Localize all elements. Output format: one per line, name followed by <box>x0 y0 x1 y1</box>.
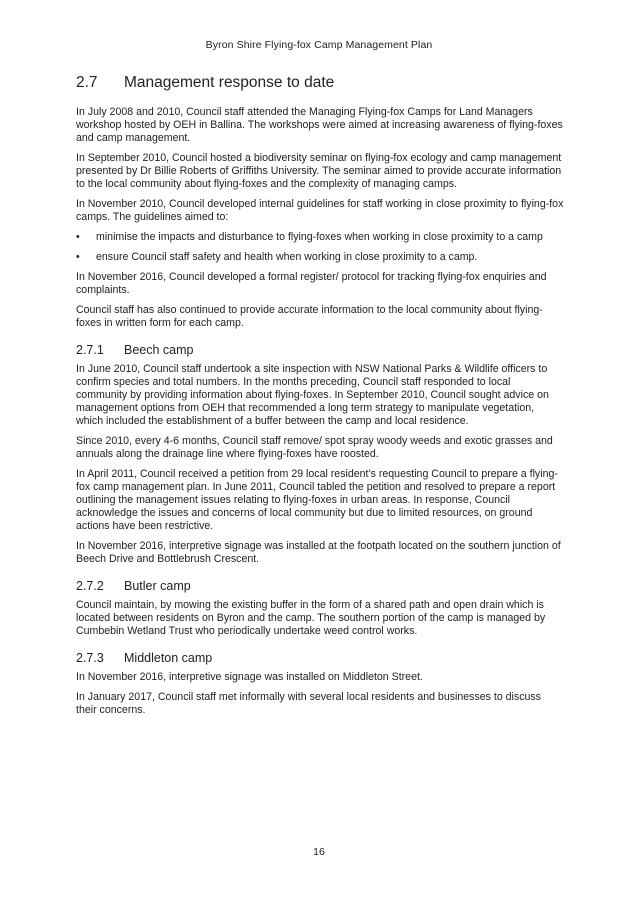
paragraph: In April 2011, Council received a petition from 29 local resident’s requesting Council to prepare a flying-fox camp management plan. In June 2011, Council tabled the petition and resolved to prepare a report outlining the management issues relating to flying-foxes in urban areas. In response, Council acknowledge the issues and concerns of local community but due to limited resources, on ground actions have been restrictive. <box>76 468 558 532</box>
paragraph: Council maintain, by mowing the existing buffer in the form of a shared path and open drain which is located between residents on Byron and the camp. The southern portion of the camp is managed by Cumbebin Wetland Trust who periodically undertake weed control works. <box>76 599 546 637</box>
bullet-item: • ensure Council staff safety and health when working in close proximity to a camp. <box>76 251 564 264</box>
subsection-heading-middleton <box>76 650 564 666</box>
subsection-heading-beech <box>76 342 564 358</box>
section-heading <box>76 74 564 92</box>
page-number: 16 <box>313 846 325 858</box>
paragraph: In July 2008 and 2010, Council staff attended the Managing Flying-fox Camps for Land Managers workshop hosted by OEH in Ballina. The workshops were aimed at increasing awareness of flying-foxes and camp management. <box>76 106 563 144</box>
bullet-item: • minimise the impacts and disturbance to flying-foxes when working in close proximity to a camp <box>76 231 564 244</box>
paragraph: In June 2010, Council staff undertook a site inspection with NSW National Parks & Wildlife officers to confirm species and total numbers. In the months preceding, Council staff responded to local community by providing information about flying-foxes. In September 2010, Council sought advice on management options from OEH that recommended a long term strategy to manipulate vegetation, which included the establishment of a buffer between the camp and local residence. <box>76 363 549 427</box>
bullet-list <box>76 231 564 264</box>
subsection-number: 2.7.2 <box>76 579 104 593</box>
subsection-title: Middleton camp <box>124 651 213 665</box>
section-title: Management response to date <box>124 74 335 91</box>
section-number: 2.7 <box>76 74 98 91</box>
paragraph: In September 2010, Council hosted a biodiversity seminar on flying-fox ecology and camp management presented by Dr Billie Roberts of Griffiths University. The seminar aimed to provide accurate information to the local community about flying-foxes and the complexity of managing camps. <box>76 152 562 190</box>
paragraph: In November 2016, interpretive signage was installed at the footpath located on the southern junction of Beech Drive and Bottlebrush Crescent. <box>76 540 561 565</box>
paragraph: In November 2016, Council developed a formal register/ protocol for tracking flying-fox enquiries and complaints. <box>76 271 547 296</box>
running-header: Byron Shire Flying-fox Camp Management Plan <box>205 39 433 51</box>
page-content <box>76 74 564 717</box>
subsection-number: 2.7.3 <box>76 651 104 665</box>
subsection-heading-butler <box>76 578 564 594</box>
subsection-title: Beech camp <box>124 343 194 357</box>
paragraph: In November 2010, Council developed internal guidelines for staff working in close proximity to flying-fox camps. The guidelines aimed to: <box>76 198 564 223</box>
paragraph: In November 2016, interpretive signage was installed on Middleton Street. <box>76 671 423 683</box>
paragraph: In January 2017, Council staff met informally with several local residents and businesses to discuss their concerns. <box>76 691 541 716</box>
subsection-number: 2.7.1 <box>76 343 104 357</box>
subsection-title: Butler camp <box>124 579 191 593</box>
paragraph: Council staff has also continued to provide accurate information to the local community about flying-foxes in written form for each camp. <box>76 304 543 329</box>
paragraph: Since 2010, every 4-6 months, Council staff remove/ spot spray woody weeds and exotic grasses and annuals along the drainage line where flying-foxes have roosted. <box>76 435 553 460</box>
